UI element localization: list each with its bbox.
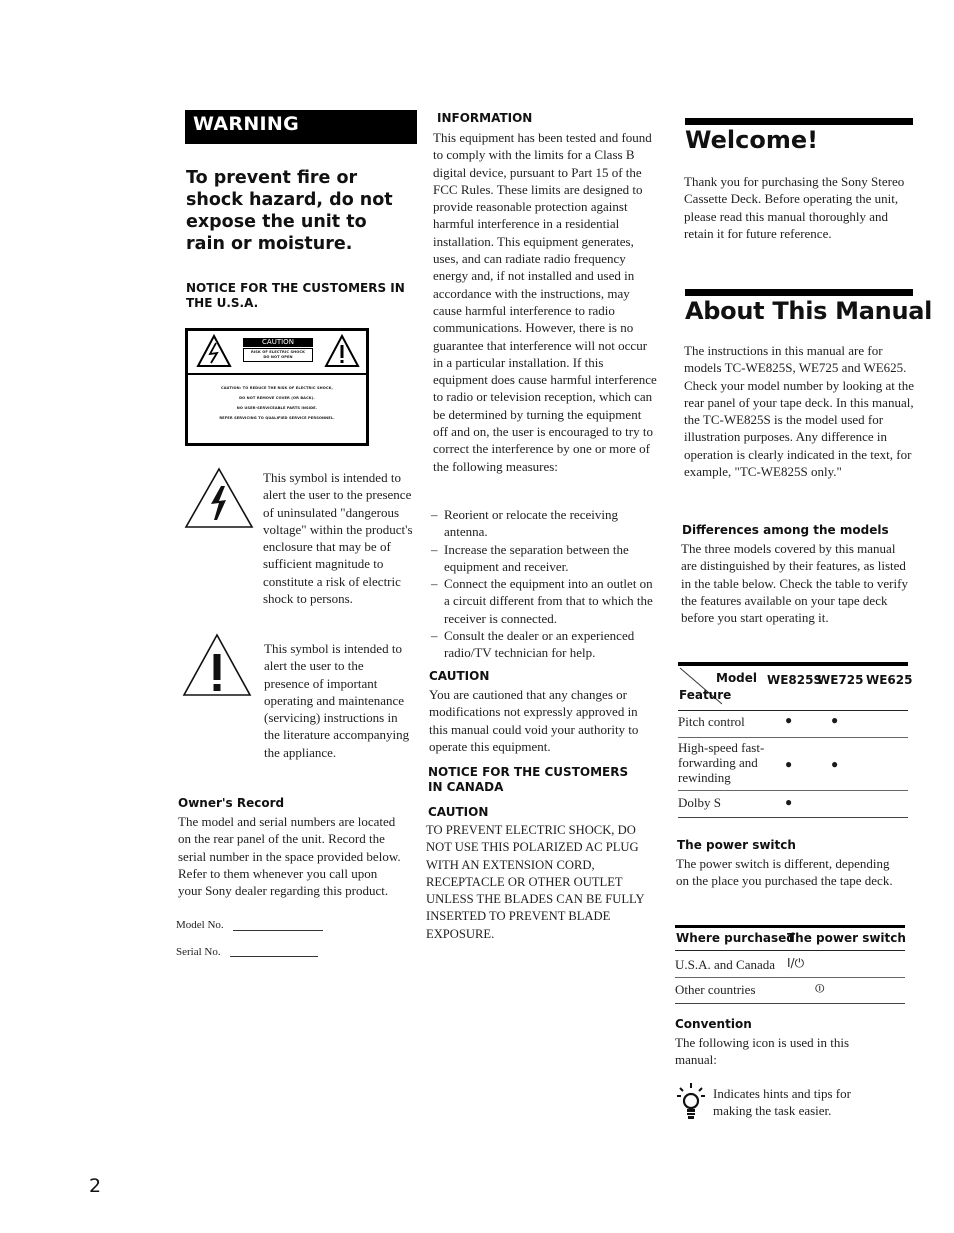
power-switch-body: The power switch is different, depending on the place you purchased the tape deck. (676, 856, 893, 889)
lightbulb-icon (675, 1082, 707, 1122)
power-col-where: Where purchased (676, 931, 795, 945)
information-heading: INFORMATION (437, 111, 533, 125)
power-table-row-rule (675, 977, 905, 978)
exclamation-warning-icon (324, 334, 360, 368)
caution-heading: CAUTION (429, 669, 490, 683)
mark-highspeed-we725: ● (831, 757, 839, 771)
models-table-row-rule (678, 737, 908, 738)
mark-dolby-we825s: ● (785, 795, 793, 809)
model-no-label: Model No. (176, 919, 224, 931)
information-body: This equipment has been tested and found to comply with the limits for a Class B digital device, pursuant to Part 15 of the FCC Rules. These limits are designed to provide reasonable protection against harmful interference in a residential installation. This equipment generates, uses, and can radiate radio frequency energy and, if not installed and used in accordance with the instructions, may cause harmful interference to radio communications. However, there is no guarantee that interference will not occur in a particular installation. If this equipment does cause harmful interference to radio or television reception, which can be determined by turning the equipment off and on, the user is encouraged to try to correct the interference by one or more of the following measures: (433, 130, 657, 474)
caution-label-graphic (185, 328, 369, 446)
power-row-other-symbol: ⏼ (815, 981, 825, 995)
warning-label: WARNING (193, 113, 300, 135)
measure-item: – Consult the dealer or an experienced radio/TV technician for help. (431, 628, 635, 661)
convention-heading: Convention (675, 1017, 752, 1031)
models-table-bottom-rule (678, 817, 908, 818)
about-heading: About This Manual (685, 297, 933, 325)
row-feature-high-speed: High-speed fast-forwarding and rewinding (678, 740, 765, 785)
exclamation-symbol-icon (181, 632, 253, 698)
row-feature-dolby: Dolby S (678, 795, 721, 810)
differences-heading: Differences among the models (682, 523, 889, 537)
models-table-header-rule (678, 710, 908, 711)
serial-no-label: Serial No. (176, 946, 221, 958)
table-corner-model: Model (716, 671, 758, 685)
measure-item: – Increase the separation between the equipment and receiver. (431, 541, 629, 574)
caution-body: You are cautioned that any changes or modifications not expressly approved in this manual could void your authority to operate this equipment. (429, 687, 639, 754)
power-table-header-rule (675, 950, 905, 951)
convention-body: The following icon is used in this manual: (675, 1035, 850, 1068)
caution-label-line2: DO NOT REMOVE COVER (OR BACK). (239, 396, 315, 400)
about-rule (685, 289, 913, 296)
power-col-switch: The power switch (787, 931, 906, 945)
power-switch-heading: The power switch (677, 838, 796, 852)
caution-label-title: CAUTION (262, 338, 294, 346)
caution-label-sub2: DO NOT OPEN (263, 355, 293, 359)
caution-label-line3: NO USER-SERVICEABLE PARTS INSIDE. (236, 406, 318, 410)
hint-text: Indicates hints and tips for making the task easier. (713, 1086, 851, 1119)
instructions-symbol-text: This symbol is intended to alert the user to the presence of important operating and maintenance (servicing) instructions in the literature accompanying the appliance. (264, 641, 410, 760)
power-row-other: Other countries (675, 982, 756, 997)
measure-item: – Connect the equipment into an outlet on a circuit different from that to which the receiver is connected. (431, 576, 653, 626)
lightning-warning-icon (196, 334, 232, 368)
mark-highspeed-we825s: ● (785, 757, 793, 771)
measure-item: – Reorient or relocate the receiving antenna. (431, 507, 618, 540)
model-no-line (233, 930, 323, 931)
column-we725: WE725 (817, 673, 864, 687)
caution-label-line1: CAUTION: TO REDUCE THE RISK OF ELECTRIC SHOCK, (221, 386, 333, 390)
warning-banner (185, 110, 417, 144)
page-number: 2 (89, 1175, 102, 1197)
models-table-row-rule (678, 790, 908, 791)
power-table-top-rule (675, 925, 905, 928)
canada-notice-heading: NOTICE FOR THE CUSTOMERS IN CANADA (428, 765, 629, 794)
row-feature-pitch: Pitch control (678, 714, 745, 729)
power-row-usa-symbol: I/⏻ (787, 956, 805, 970)
table-corner-feature: Feature (679, 688, 732, 702)
measures-list (431, 506, 657, 662)
column-we625: WE625 (866, 673, 913, 687)
power-row-usa: U.S.A. and Canada (675, 957, 776, 972)
owners-record-heading: Owner's Record (178, 796, 285, 810)
welcome-rule (685, 118, 913, 125)
lightning-symbol-icon (183, 466, 255, 530)
canada-caution-body: TO PREVENT ELECTRIC SHOCK, DO NOT USE THIS POLARIZED AC PLUG WITH AN EXTENSION CORD, RECEPTACLE OR OTHER OUTLET UNLESS THE BLADES CAN BE FULLY INSERTED TO PREVENT BLADE EXPOSURE. (426, 823, 645, 941)
serial-no-line (230, 956, 318, 957)
canada-caution-heading: CAUTION (428, 805, 489, 819)
mark-pitch-we825s: ● (785, 713, 793, 727)
caution-label-sub1: RISK OF ELECTRIC SHOCK (250, 350, 306, 354)
warning-heading: To prevent fire or shock hazard, do not expose the unit to rain or moisture. (186, 168, 393, 254)
welcome-body: Thank you for purchasing the Sony Stereo Cassette Deck. Before operating the unit, please read this manual thoroughly and retain it for future reference. (684, 174, 905, 241)
caution-label-line4: REFER SERVICING TO QUALIFIED SERVICE PERSONNEL. (219, 416, 335, 420)
welcome-heading: Welcome! (685, 126, 819, 154)
differences-body: The three models covered by this manual are distinguished by their features, as listed in the table below. Check the table to verify the features available on your tape deck before you start operating it. (681, 541, 908, 626)
column-we825s: WE825S (767, 673, 823, 687)
owners-record-body: The model and serial numbers are located on the rear panel of the unit. Record the serial number in the space provided below. Refer to them whenever you call upon your Sony dealer regarding this product. (178, 814, 401, 899)
voltage-symbol-text: This symbol is intended to alert the user to the presence of uninsulated "dangerous voltage" within the product's enclosure that may be of sufficient magnitude to constitute a risk of electric shock to persons. (263, 470, 413, 607)
about-body: The instructions in this manual are for models TC-WE825S, WE725 and WE625. Check your model number by looking at the rear panel of your tape deck. In this manual, the TC-WE825S is the model used for illustration purposes. Any difference in operation is clearly indicated in the text, for example, "TC-WE825S only." (684, 343, 914, 480)
usa-notice-heading: NOTICE FOR THE CUSTOMERS IN THE U.S.A. (186, 281, 405, 310)
power-table-bottom-rule (675, 1003, 905, 1004)
mark-pitch-we725: ● (831, 713, 839, 727)
